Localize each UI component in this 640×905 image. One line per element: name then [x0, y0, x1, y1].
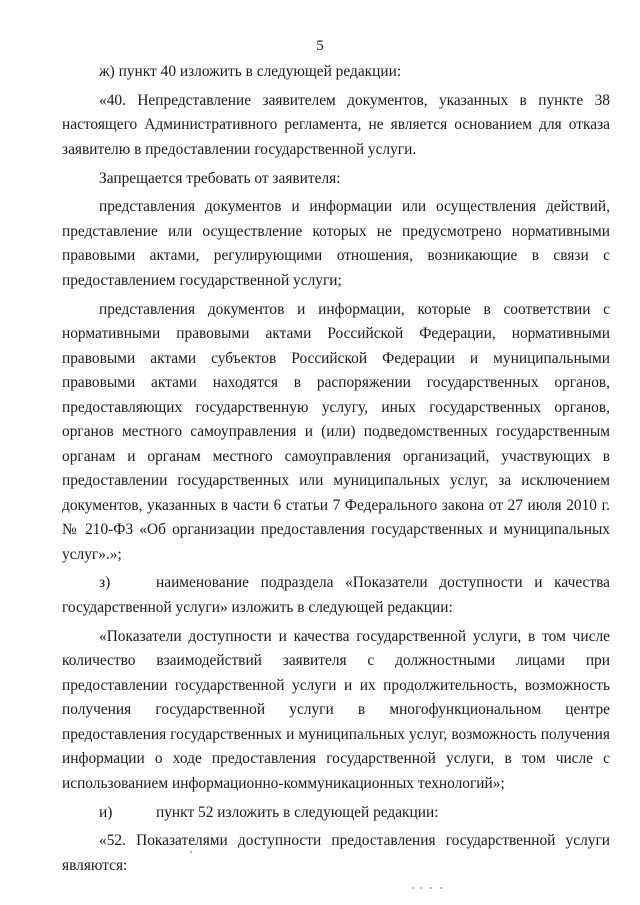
paragraph-prohibition-2: представления документов и информации, которые в соответствии с нормативными правовыми актами Российской Федерации, нормативными правовыми актами субъектов Российской Федерации и муниципальными правовыми актами находятся в распоряжении государственных органов, предоставляющих государственную услугу, иных государственных органов, органов местного самоуправления и (или) подведомственных государственным органам и органам местного самоуправления организаций, участвующих в предоставлении государственных или муниципальных услуг, за исключением документов, указанных в части 6 статьи 7 Федерального закона от 27 июля 2010 г. № 210-ФЗ «Об организации предоставления государственных и муниципальных услуг».»;: [62, 300, 610, 563]
scan-speck: [412, 887, 414, 889]
paragraph-prohibition-1: представления документов и информации или осуществления действий, представление или осуществление которых не предусмотрено нормативными правовыми актами, регулирующими отношения, возникающие в связи с предоставлением государственной услуги;: [62, 198, 610, 289]
page-number: 5: [316, 38, 324, 54]
paragraph-clause-40: «40. Непредставление заявителем документов, указанных в пункте 38 настоящего Административного регламента, не является основанием для отказа заявителю в предоставлении государственной услуги.: [62, 91, 610, 158]
paragraph-text: пункт 52 изложить в следующей редакции:: [156, 803, 439, 821]
paragraph-text: наименование подраздела «Показатели доступности и качества государственной услуги» изложить в следующей редакции:: [62, 574, 610, 616]
paragraph-amendment-zh: ж) пункт 40 изложить в следующей редакции:: [99, 63, 402, 80]
paragraph-prohibition-intro: Запрещается требовать от заявителя:: [99, 169, 341, 187]
scan-speck: [440, 887, 442, 889]
paragraph-clause-52: «52. Показателями доступности предоставления государственной услуги являются:: [62, 832, 610, 874]
paragraph-indicators-title: «Показатели доступности и качества государственной услуги, в том числе количество взаимодействий заявителя с должностными лицами при предоставлении государственной услуги и их продолжительность, возможность получения государственной услуги в многофункциональном центре предоставления государственных и муниципальных услуг, возможность получения информации о ходе предоставления государственной услуги, в том числе с использованием информационно-коммуникационных технологий»;: [62, 627, 610, 792]
scan-speck: [420, 887, 422, 889]
list-marker: з): [99, 574, 111, 592]
list-marker: и): [99, 803, 113, 821]
document-body: [62, 60, 610, 883]
paragraph-amendment-z: [62, 571, 610, 620]
scan-speck: [190, 851, 192, 853]
paragraph-amendment-i: [62, 801, 610, 826]
scan-speck: [430, 887, 432, 889]
